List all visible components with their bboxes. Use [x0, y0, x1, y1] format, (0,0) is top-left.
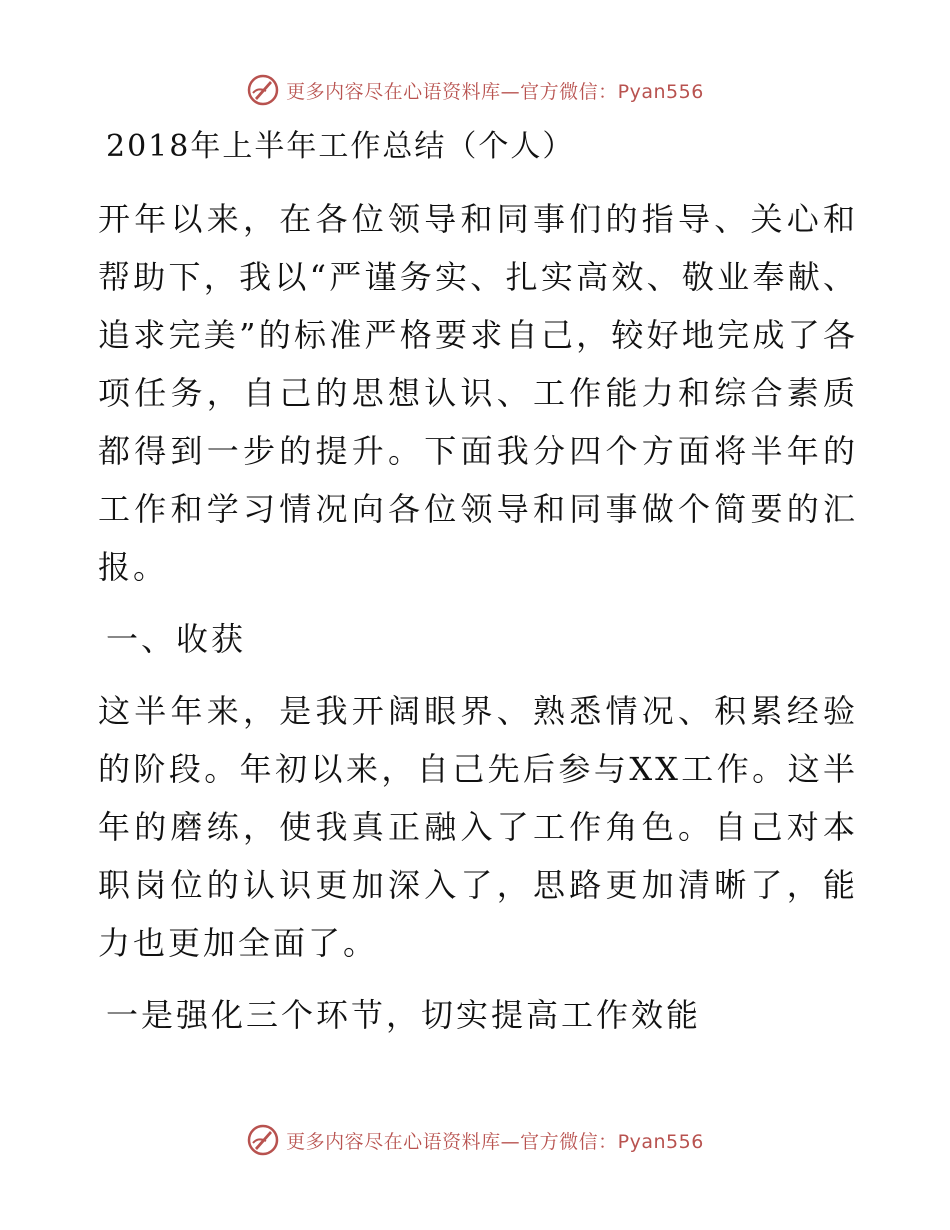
document-title: 2018年上半年工作总结（个人） — [106, 129, 575, 164]
document-body — [98, 122, 858, 1058]
paragraph-intro: 开年以来，在各位领导和同事们的指导、关心和帮助下，我以“严谨务实、扎实高效、敬业奉献、追求完美”的标准严格要求自己，较好地完成了各项任务，自己的思想认识、工作能力和综合素质都得到一步的提升。下面我分四个方面将半年的工作和学习情况向各位领导和同事做个简要的汇报。 — [98, 200, 858, 586]
footer-watermark — [0, 1120, 950, 1160]
watermark-text: 更多内容尽在心语资料库—官方微信：Pyan556 — [286, 1130, 704, 1153]
subsection-heading-efficiency: 一是强化三个环节，切实提高工作效能 — [106, 996, 702, 1034]
header-watermark — [0, 70, 950, 110]
watermark-text: 更多内容尽在心语资料库—官方微信：Pyan556 — [286, 80, 704, 103]
paragraph-gains: 这半年来，是我开阔眼界、熟悉情况、积累经验的阶段。年初以来，自己先后参与XX工作。这半年的磨练，使我真正融入了工作角色。自己对本职岗位的认识更加深入了，思路更加清晰了，能力也更加全面了。 — [98, 692, 858, 962]
quill-logo-icon — [246, 1123, 280, 1157]
quill-logo-icon — [246, 73, 280, 107]
section-heading-gains: 一、收获 — [106, 620, 247, 658]
